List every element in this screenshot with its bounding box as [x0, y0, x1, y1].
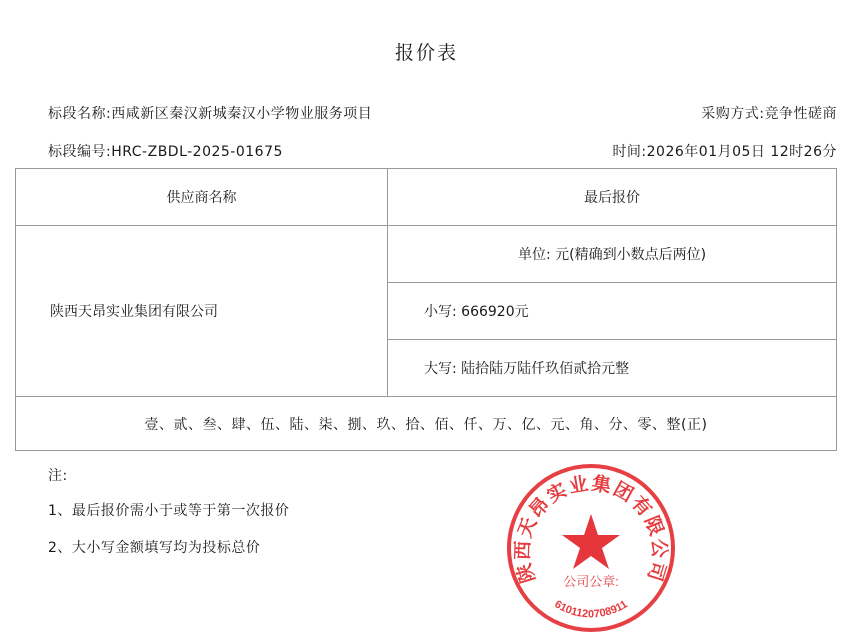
- supplier-name: 陕西天昂实业集团有限公司: [50, 304, 218, 320]
- svg-text:6101120708911: [552, 598, 629, 620]
- seal-label: 公司公章:: [563, 574, 619, 589]
- header-final-price: 最后报价: [584, 190, 640, 206]
- price-table: [15, 168, 837, 451]
- unit-note: 单位: 元(精确到小数点后两位): [517, 247, 707, 263]
- amount-lowercase: 小写: 666920元: [424, 304, 529, 320]
- note-item-1: 1、最后报价需小于或等于第一次报价: [48, 503, 290, 519]
- procurement-method: 采购方式:竞争性磋商: [701, 106, 837, 122]
- quote-time: 时间:2026年01月05日 12时26分: [612, 144, 837, 160]
- company-seal: [505, 462, 677, 634]
- notes-heading: 注:: [48, 468, 68, 484]
- chinese-numerals-reference: 壹、贰、叁、肆、伍、陆、柒、捌、玖、拾、佰、仟、万、亿、元、角、分、零、整(正): [144, 417, 708, 433]
- seal-stamp-icon: [505, 462, 677, 634]
- section-code: 标段编号:HRC-ZBDL-2025-01675: [48, 144, 283, 160]
- header-supplier: 供应商名称: [166, 190, 237, 206]
- seal-code: 6101120708911: [552, 598, 630, 621]
- amount-uppercase: 大写: 陆拾陆万陆仟玖佰贰拾元整: [424, 361, 630, 377]
- seal-company-text: 陕西天昂实业集团有限公司: [512, 473, 670, 586]
- section-name: 标段名称:西咸新区秦汉新城秦汉小学物业服务项目: [48, 106, 373, 122]
- page-title: 报价表: [394, 42, 458, 64]
- note-item-2: 2、大小写金额填写均为投标总价: [48, 540, 261, 556]
